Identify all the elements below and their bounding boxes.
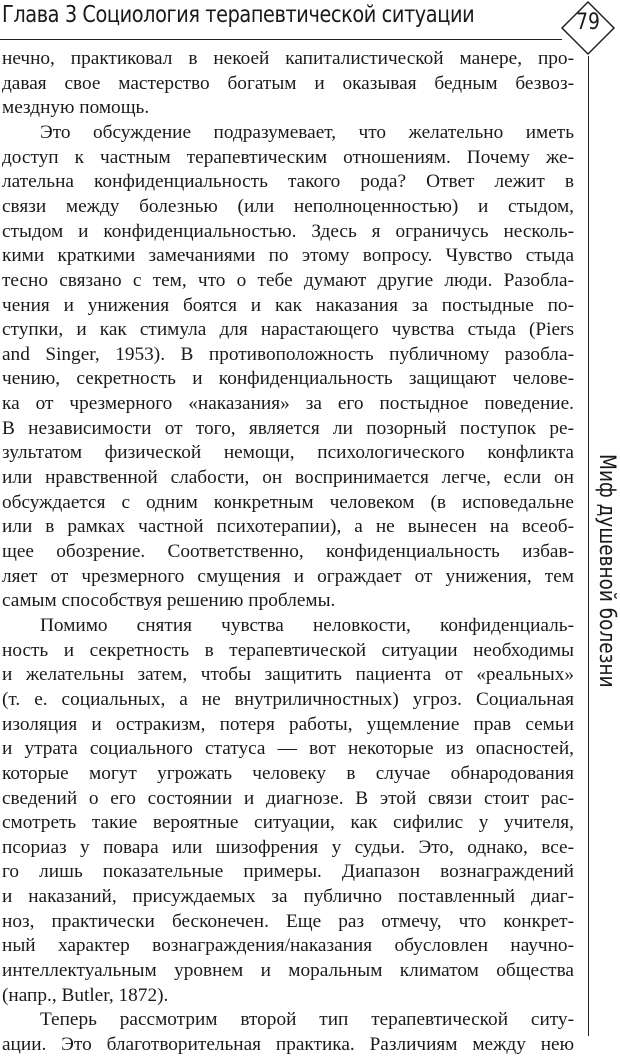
text-line: изоляция и остракизм, потеря работы, ущемление прав семьи <box>2 713 574 735</box>
text-line: мездную помощь. <box>2 97 150 119</box>
text-line: Теперь рассмотрим второй тип терапевтической ситу- <box>40 1009 574 1031</box>
text-line: ации. Это благотворительная практика. Различиям между нею <box>2 1034 574 1055</box>
text-line: лательна конфиденциальность такого рода? Ответ лежит в <box>2 171 574 193</box>
text-line: ный характер вознаграждения/наказания обусловлен научно- <box>2 935 574 957</box>
text-line: связи между болезнью (или неполноценностью) и стыдом, <box>2 195 574 217</box>
text-line: доступ к частным терапевтическим отношениям. Почему же- <box>2 146 574 168</box>
running-header <box>0 0 620 50</box>
text-line: Это обсуждение подразумевает, что желательно иметь <box>40 121 574 143</box>
text-line: (т. е. социальных, а не внутриличностных) угроз. Социальная <box>2 688 574 710</box>
text-line: щее обозрение. Соответственно, конфиденциальность избав- <box>2 541 574 562</box>
text-line: ность и секретность в терапевтической ситуации необходимы <box>2 639 574 661</box>
text-line: ноз, практически бесконечен. Еще раз отмечу, что конкрет- <box>2 910 574 932</box>
running-title: Глава 3 Социология терапевтической ситуации <box>2 2 475 28</box>
text-line: и наказаний, присуждаемых за публично поставленный диаг- <box>2 886 574 908</box>
text-line: нечно, практиковал в некоей капиталистической манере, про- <box>2 48 574 69</box>
text-line: зультатом физической немощи, психологического конфликта <box>2 442 574 464</box>
side-rule <box>588 56 589 1036</box>
text-line: или в рамках частной психотерапии), а не вынесен на всеоб- <box>2 516 574 538</box>
text-line: (напр., Butler, 1872). <box>2 984 169 1006</box>
header-rule <box>0 39 562 40</box>
text-line: стыдом и конфиденциальностью. Здесь я ограничусь несколь- <box>2 220 574 242</box>
text-line: ка от чрезмерного «наказания» за его постыдное поведение. <box>2 393 574 415</box>
text-line: чению, секретность и конфиденциальность защищают челове- <box>2 368 574 390</box>
text-line: го лишь показательные примеры. Диапазон вознаграждений <box>2 861 574 883</box>
text-line: чения и унижения боятся и как наказания за постыдные по- <box>2 294 574 316</box>
text-line: или нравственной слабости, он воспринимается легче, если он <box>2 467 574 489</box>
page-number: 79 <box>576 10 600 35</box>
text-line: сведений о его состоянии и диагнозе. В этой связи стоит рас- <box>2 787 574 809</box>
side-book-title-text: Миф душевной болезни <box>594 454 619 688</box>
text-line: and Singer, 1953). В противоположность публичному разобла- <box>2 343 574 365</box>
text-line: ляет от чрезмерного смущения и ограждает от унижения, тем <box>2 565 574 587</box>
text-line: которые могут угрожать человеку в случае обнародования <box>2 762 574 784</box>
text-line: ступки, и как стимула для нарастающего чувства стыда (Piers <box>2 319 574 341</box>
text-line: Помимо снятия чувства неловкости, конфиденциаль- <box>40 614 574 636</box>
text-line: псориаз у повара или шизофрения у судьи. Это, однако, все- <box>2 836 574 858</box>
text-line: тесно связано с тем, что о тебе думают другие люди. Разобла- <box>2 269 574 291</box>
text-line: давая свое мастерство богатым и оказывая бедным безвоз- <box>2 72 574 94</box>
text-line: обсуждается с одним конкретным человеком (в исповедальне <box>2 491 574 513</box>
text-line: В независимости от того, является ли позорный поступок ре- <box>2 417 574 439</box>
text-line: смотреть такие вероятные ситуации, как сифилис у учителя, <box>2 812 574 834</box>
text-line: интеллектуальным уровнем и моральным климатом общества <box>2 960 574 982</box>
text-line: и желательны затем, чтобы защитить пациента от «реальных» <box>2 664 574 686</box>
text-line: и утрата социального статуса — вот некоторые из опасностей, <box>2 738 574 760</box>
text-line: кими краткими замечаниями по этому вопросу. Чувство стыда <box>2 245 574 267</box>
text-line: самым способствуя решению проблемы. <box>2 590 336 612</box>
